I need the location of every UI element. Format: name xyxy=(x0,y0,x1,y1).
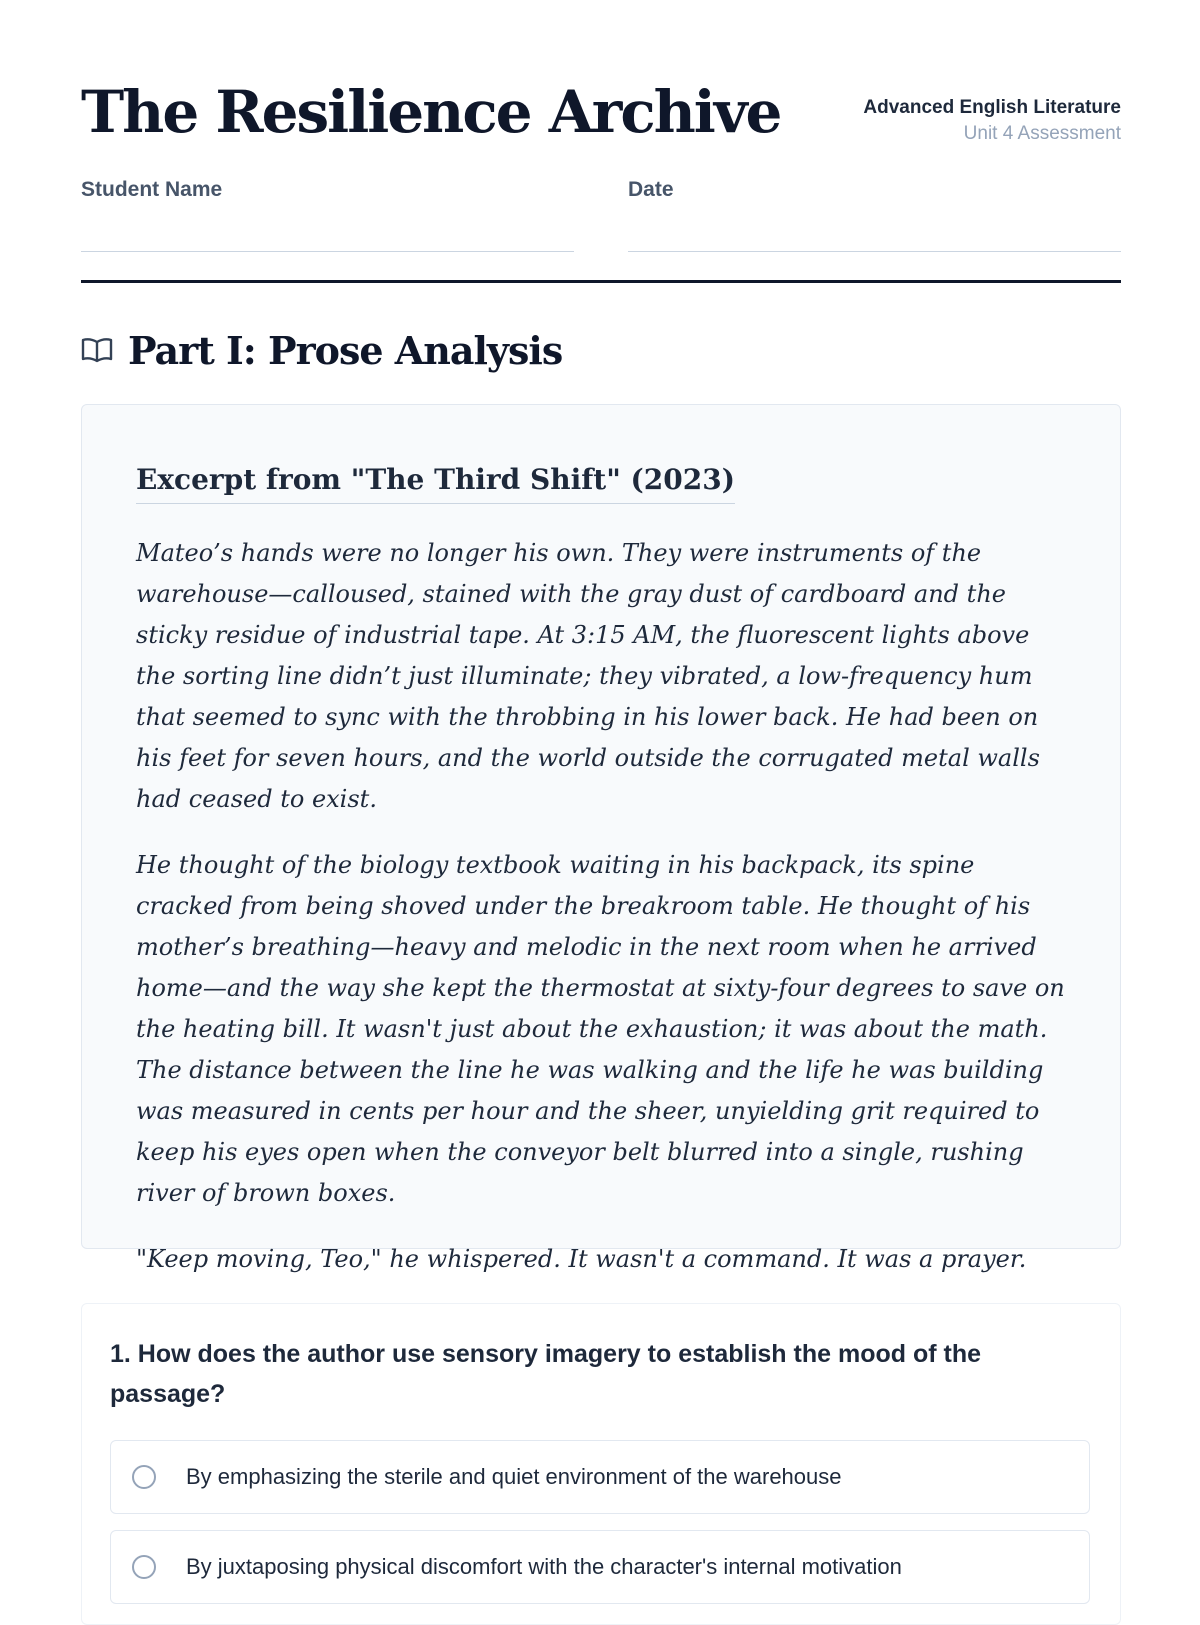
excerpt-paragraph: Mateo’s hands were no longer his own. They were instruments of the warehouse—calloused, stained with the gray dust of cardboard and the sticky residue of industrial tape. At 3:15 AM, the fluorescent lights above the sorting line didn’t just illuminate; they vibrated, a low-frequency hum that seemed to sync with the throbbing in his lower back. He had been on his feet for seven hours, and the world outside the corrugated metal walls had ceased to exist. xyxy=(136,539,1040,813)
excerpt-title: Excerpt from "The Third Shift" (2023) xyxy=(136,463,735,504)
page-title: The Resilience Archive xyxy=(81,78,781,146)
assessment-page xyxy=(81,0,1121,1579)
question-text: 1. How does the author use sensory imagery to establish the mood of the passage? xyxy=(110,1340,981,1408)
answer-option[interactable] xyxy=(110,1440,1090,1514)
course-name: Advanced English Literature xyxy=(863,97,1121,118)
excerpt-paragraph: He thought of the biology textbook waiting in his backpack, its spine cracked from being shoved under the breakroom table. He thought of his mother’s breathing—heavy and melodic in the next room when he arrived home—and the way she kept the thermostat at sixty-four degrees to save on the heating bill. It wasn't just about the exhaustion; it was about the math. The distance between the line he was walking and the life he was building was measured in cents per hour and the sheer, unyielding grit required to keep his eyes open when the conveyor belt blurred into a single, rushing river of brown boxes. xyxy=(136,851,1065,1207)
date-field[interactable] xyxy=(628,176,1121,204)
excerpt-box xyxy=(81,404,1121,1273)
radio-button[interactable] xyxy=(132,1465,156,1489)
open-book-icon xyxy=(81,336,113,366)
date-label: Date xyxy=(628,178,674,201)
page-header xyxy=(81,0,1121,283)
section-title: Part I: Prose Analysis xyxy=(128,328,563,373)
date-line[interactable] xyxy=(628,251,1121,252)
excerpt-paragraph: "Keep moving, Teo," he whispered. It wasn't a command. It was a prayer. xyxy=(136,1245,1027,1273)
course-info xyxy=(863,95,1121,147)
student-name-label: Student Name xyxy=(81,178,223,201)
radio-button[interactable] xyxy=(132,1555,156,1579)
header-divider xyxy=(81,280,1121,283)
excerpt-body xyxy=(136,533,1071,1305)
option-label: By juxtaposing physical discomfort with the character's internal motivation xyxy=(186,1554,902,1579)
student-name-field[interactable] xyxy=(81,176,574,204)
question-card xyxy=(81,1303,1121,1625)
section-header xyxy=(81,330,1121,376)
answer-option[interactable] xyxy=(110,1530,1090,1604)
unit-label: Unit 4 Assessment xyxy=(963,123,1121,144)
option-label: By emphasizing the sterile and quiet environment of the warehouse xyxy=(186,1464,842,1489)
student-name-line[interactable] xyxy=(81,251,574,252)
